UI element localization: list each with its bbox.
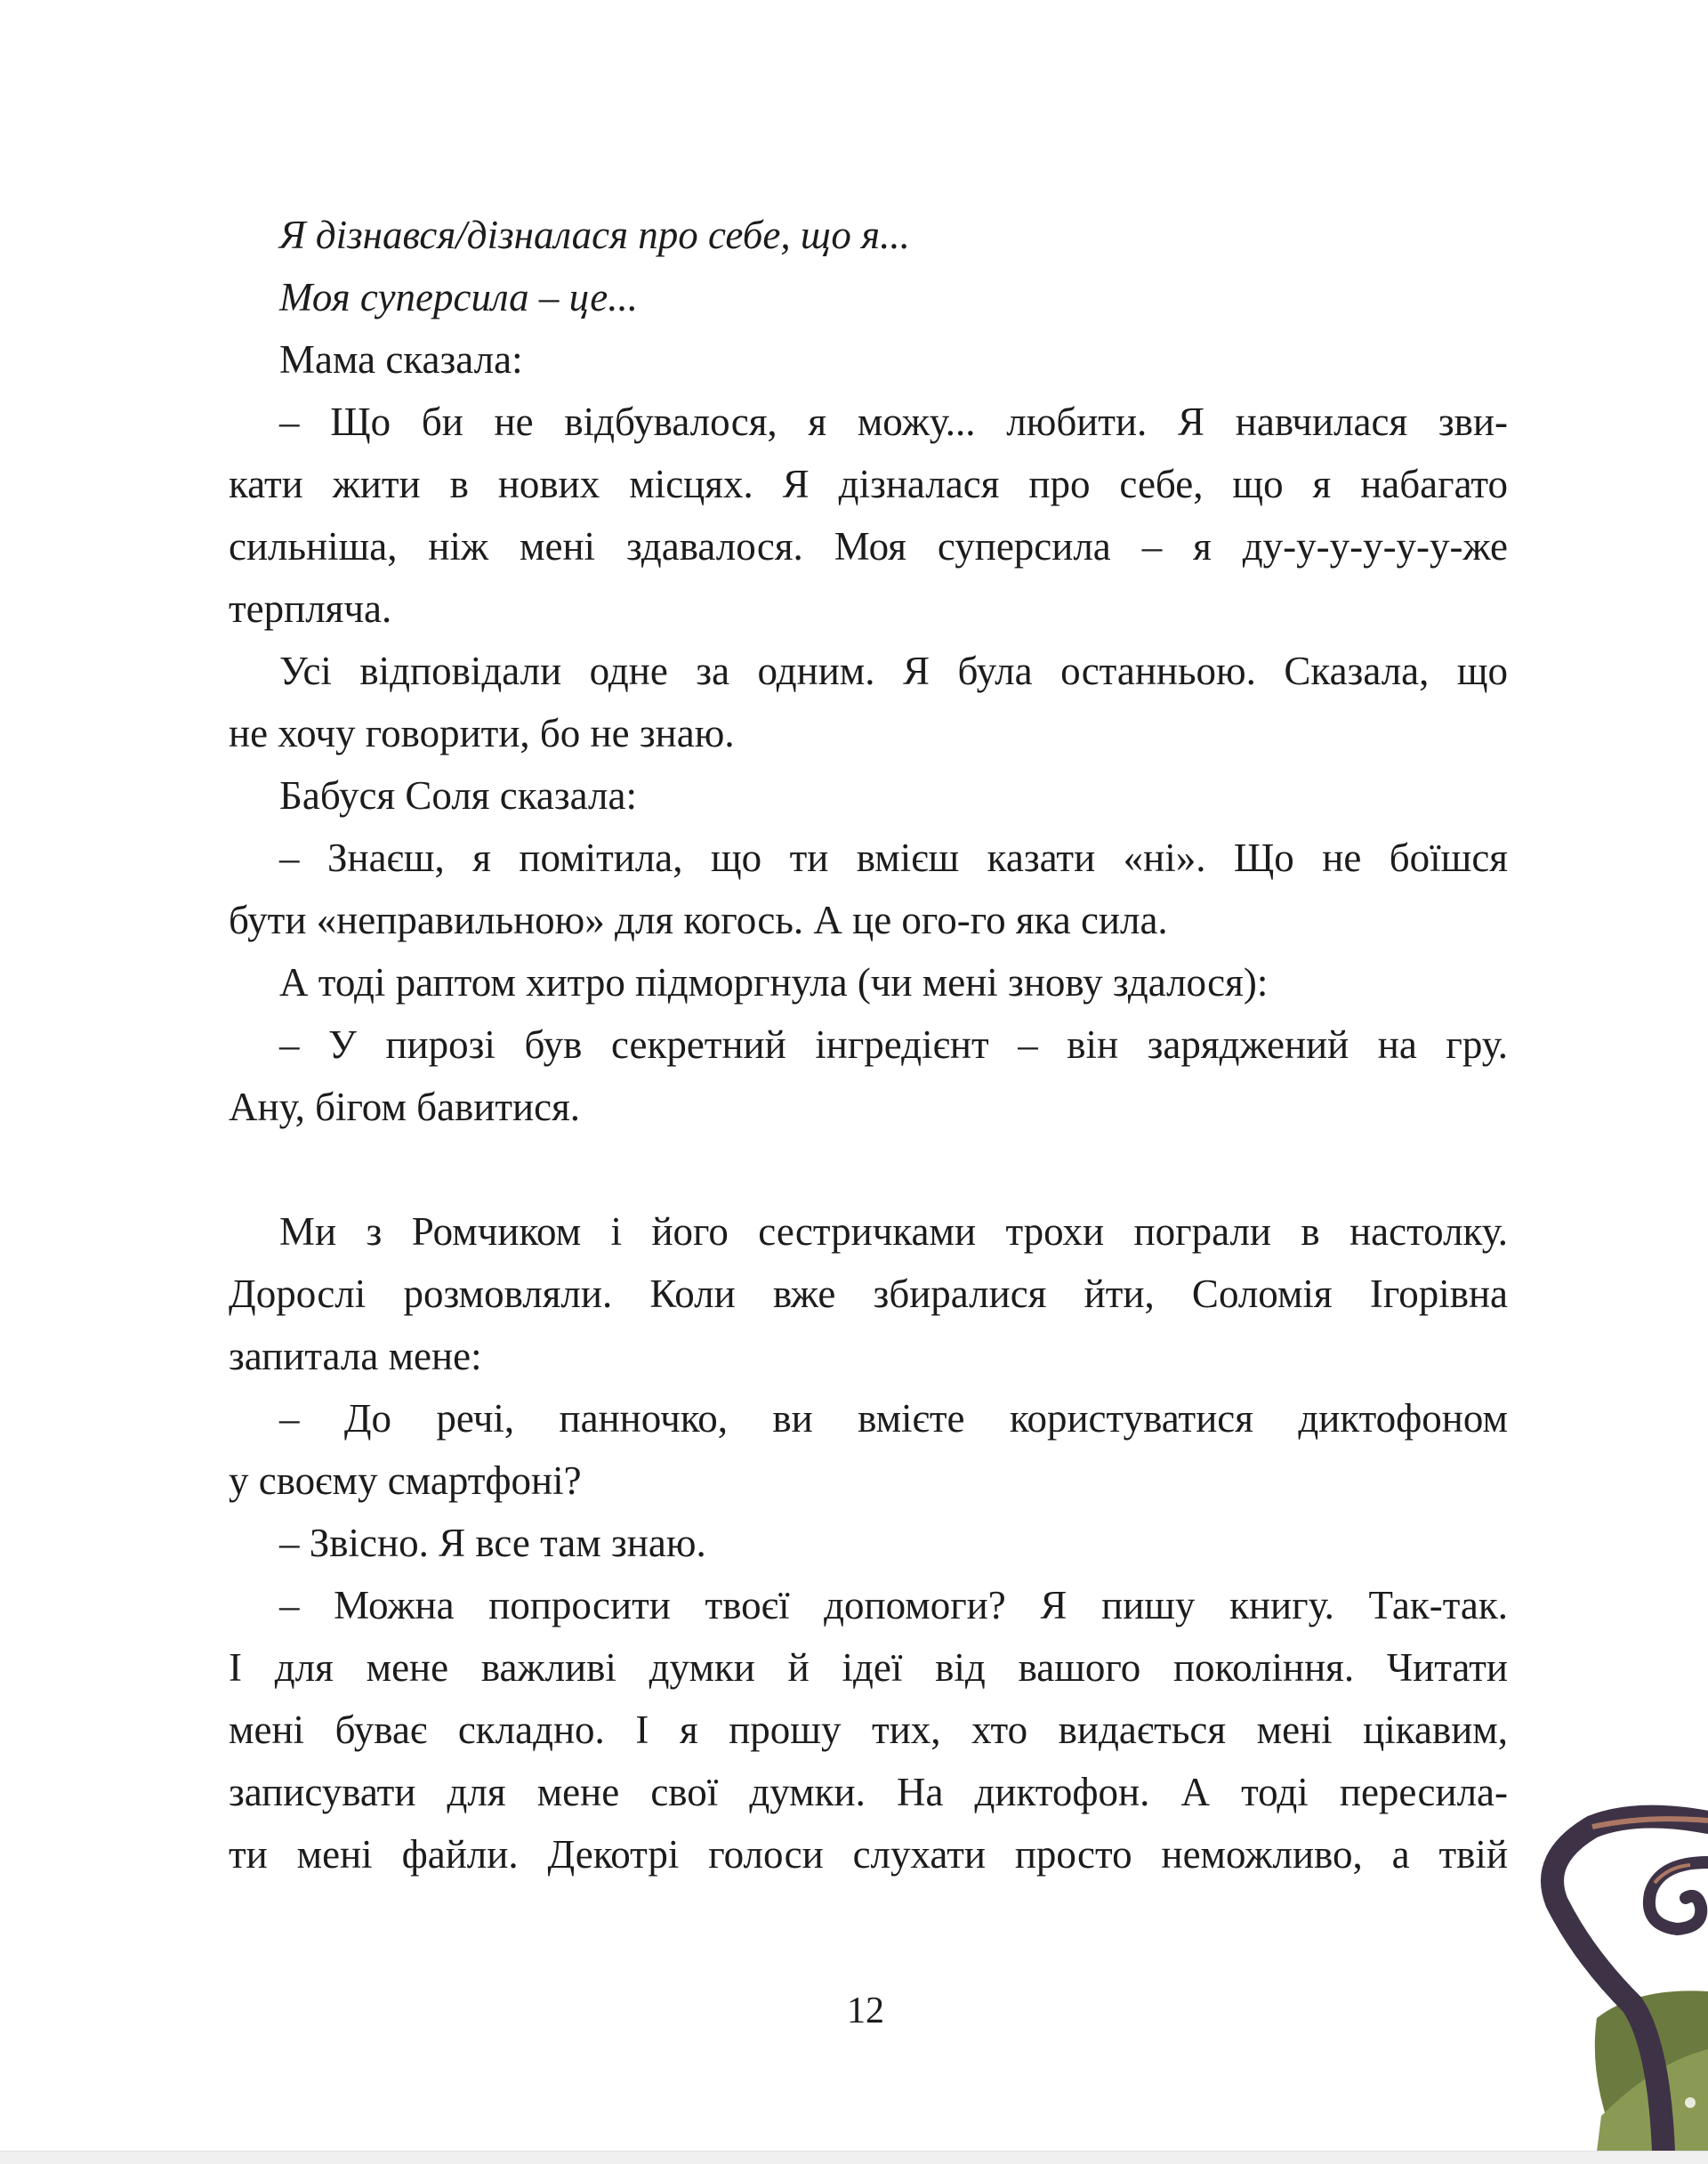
text-line: – Знаєш, я помітила, що ти вмієш казати «ні». Що не боїшся <box>279 836 1508 880</box>
text-line: Ми з Ромчиком і його сестричками трохи пограли в настолку. <box>279 1209 1508 1254</box>
text-line: записувати для мене свої думки. На диктофон. А тоді пересила- <box>229 1770 1508 1814</box>
text-line: Мама сказала: <box>279 337 523 382</box>
text-line: Ану, бігом бавитися. <box>229 1085 581 1129</box>
text-line: не хочу говорити, бо не знаю. <box>229 711 735 755</box>
text-line: – У пирозі був секретний інгредієнт – він заряджений на гру. <box>279 1022 1508 1067</box>
text-line: кати жити в нових місцях. Я дізналася про себе, що я набагато <box>229 462 1508 506</box>
vine-curl <box>1649 1862 1708 1929</box>
text-line: мені буває складно. І я прошу тих, хто видається мені цікавим, <box>229 1708 1508 1752</box>
text-line: ти мені файли. Декотрі голоси слухати просто неможливо, а твій <box>229 1832 1508 1877</box>
text-line: – Звісно. Я все там знаю. <box>279 1521 706 1565</box>
text-line: Дорослі розмовляли. Коли вже збиралися йти, Соломія Ігорівна <box>229 1272 1508 1316</box>
text-line: А тоді раптом хитро підморгнула (чи мені знову здалося): <box>279 960 1269 1005</box>
text-line: – Можна попросити твоєї допомоги? Я пишу книгу. Так-так. <box>279 1583 1508 1627</box>
page-body-text <box>229 204 1508 1885</box>
text-line: Бабуся Соля сказала: <box>279 773 637 818</box>
page-bottom-edge <box>0 2151 1708 2164</box>
text-line: запитала мене: <box>229 1334 482 1378</box>
page-number: 12 <box>847 1990 884 2031</box>
text-line: сильніша, ніж мені здавалося. Моя суперсила – я ду-у-у-у-у-у-же <box>229 524 1508 569</box>
text-line: Усі відповідали одне за одним. Я була останньою. Сказала, що <box>279 649 1508 693</box>
text-line: І для мене важливі думки й ідеї від вашого покоління. Читати <box>229 1645 1508 1690</box>
text-line: – Що би не відбувалося, я можу... любити. Я навчилася зви- <box>279 400 1508 444</box>
text-line: Моя суперсила – це... <box>279 275 639 319</box>
text-line: Я дізнався/дізналася про себе, що я... <box>279 213 910 257</box>
text-line: терпляча. <box>229 586 392 631</box>
text-line: у своєму смартфоні? <box>229 1458 582 1503</box>
text-line: бути «неправильною» для когось. А це ого-го яка сила. <box>229 898 1168 942</box>
vine-illustration <box>1503 1778 1708 2152</box>
text-line: – До речі, панночко, ви вмієте користуватися диктофоном <box>279 1396 1508 1441</box>
blank-line <box>229 1138 1508 1200</box>
